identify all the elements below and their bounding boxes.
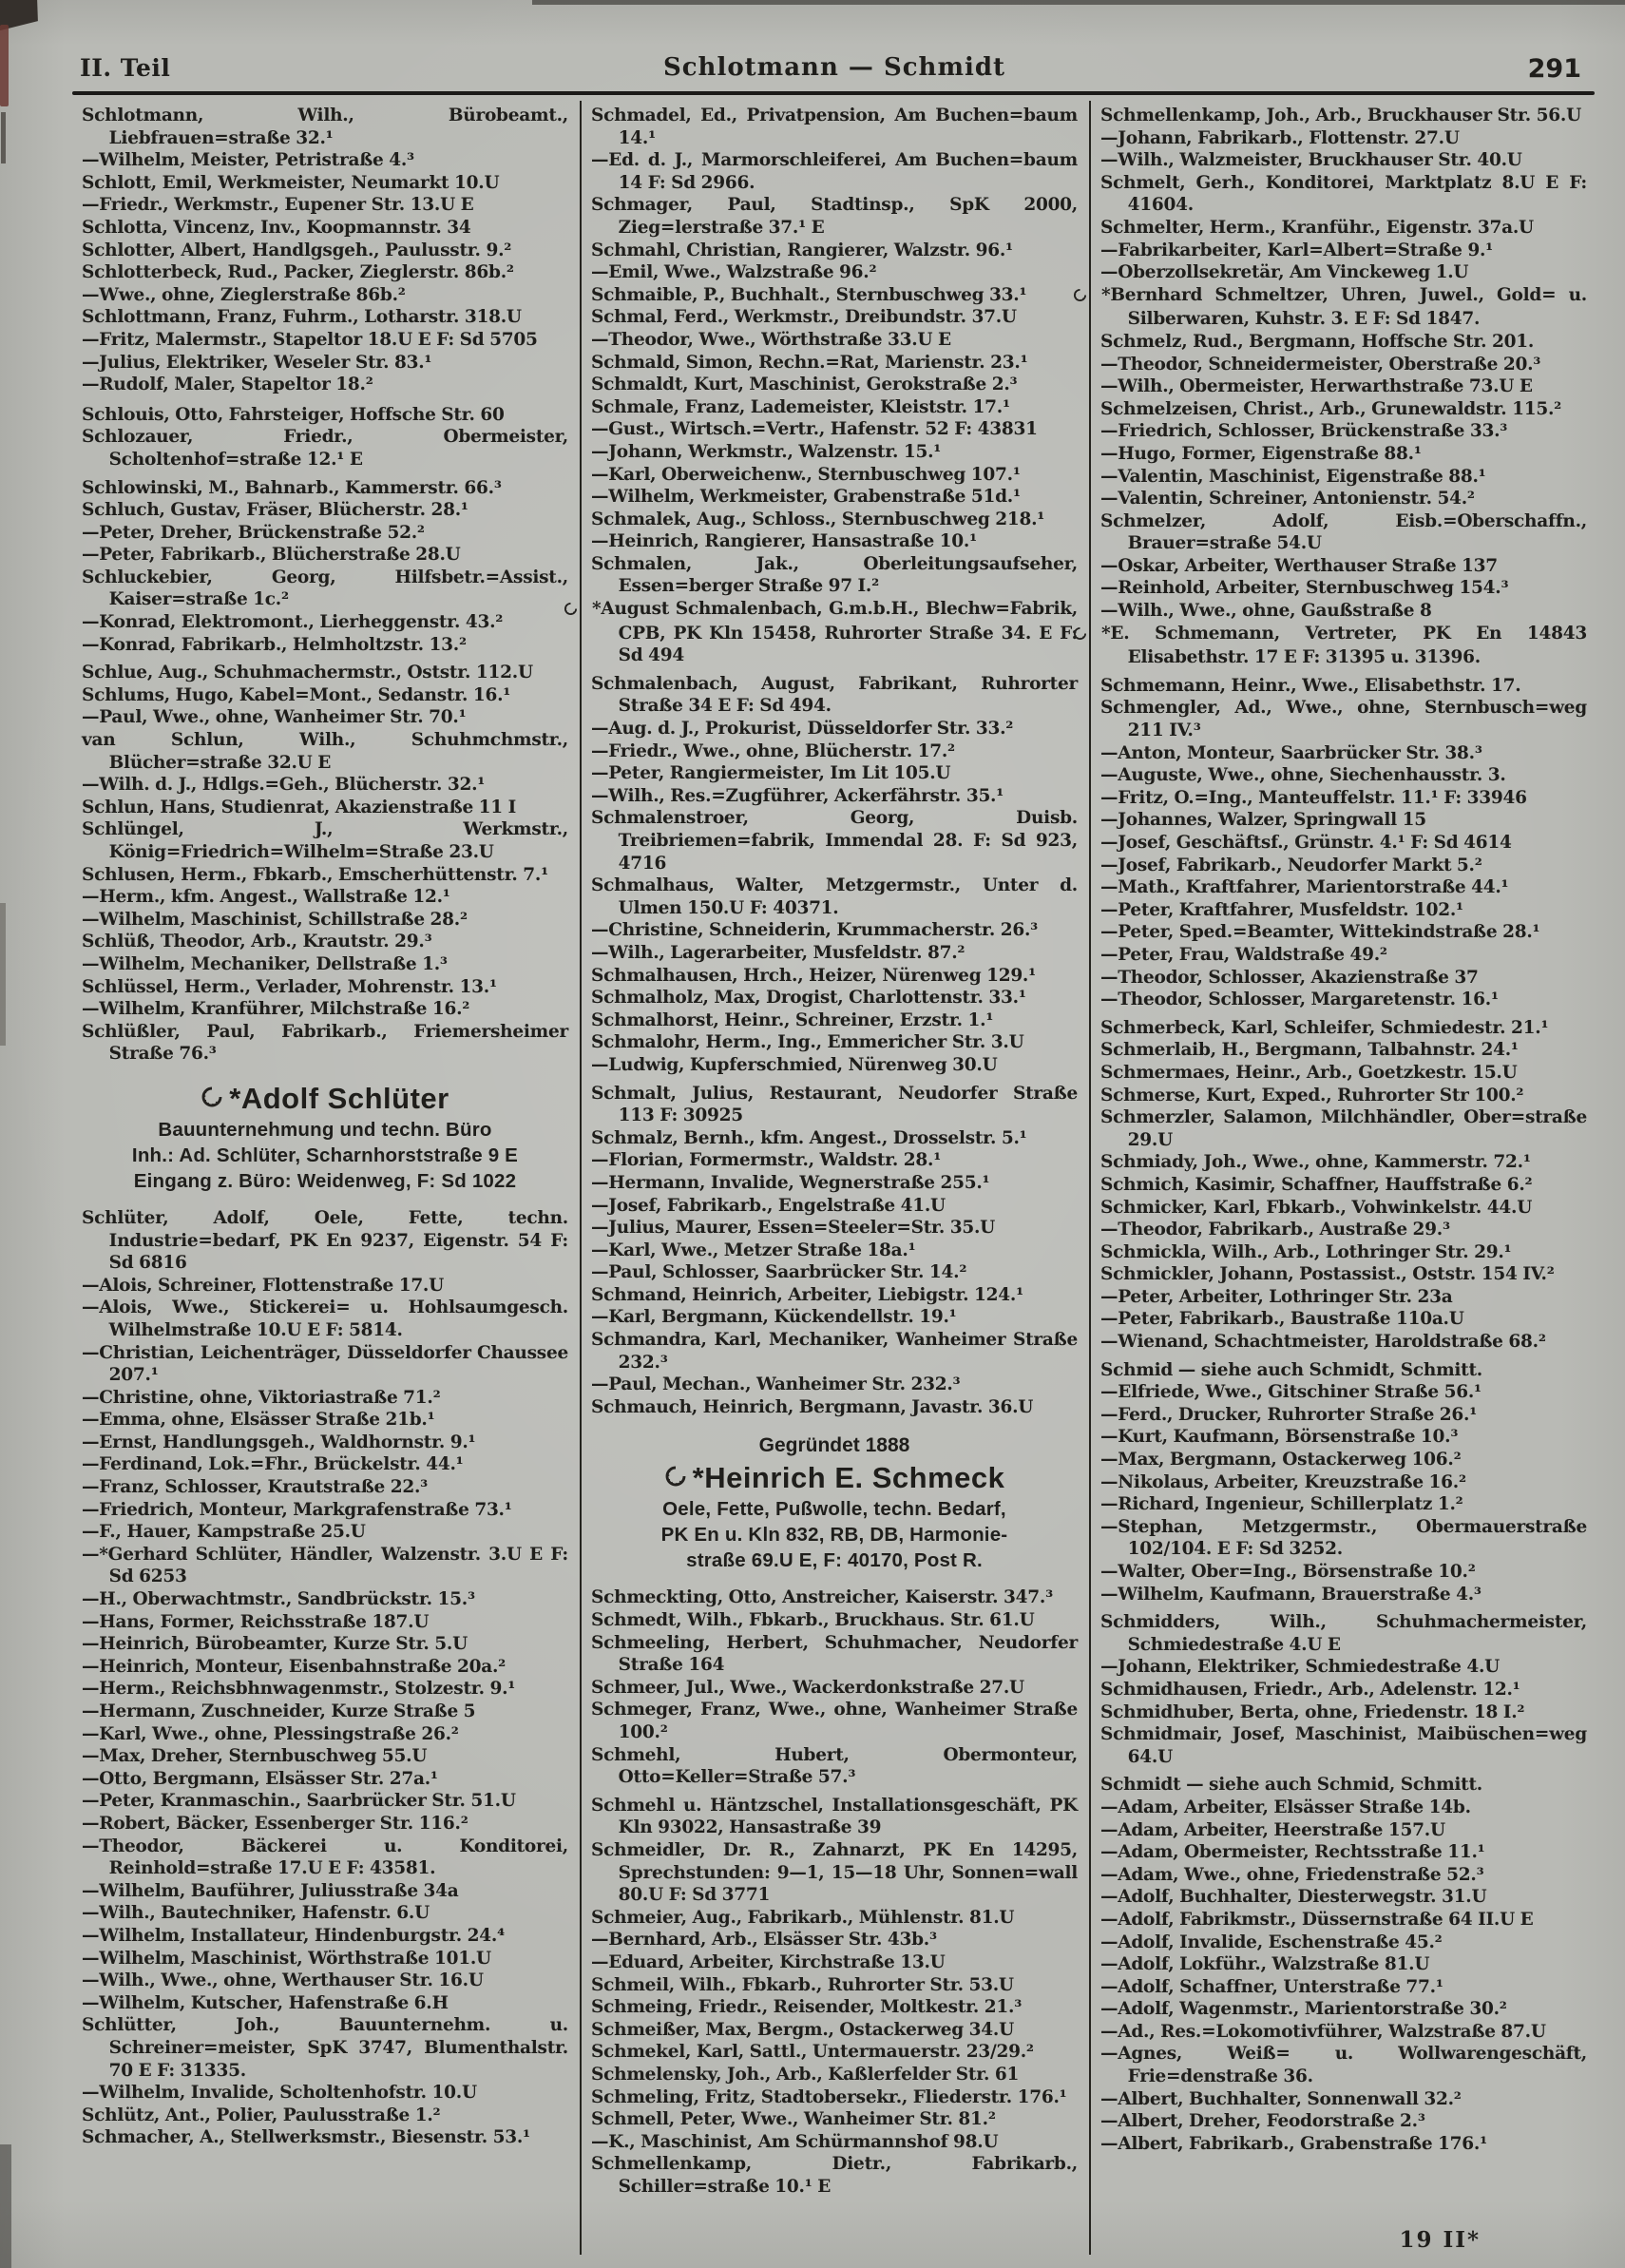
directory-entry: Schmadel, Ed., Privatpension, Am Buchen=baum 14.¹ — [591, 106, 1078, 148]
directory-entry: Schmelzeisen, Christ., Arb., Grunewaldstr. 115.² — [1100, 398, 1562, 419]
scan-artifact-streak — [1, 112, 6, 163]
directory-entry: —Valentin, Maschinist, Eigenstraße 88.¹ — [1100, 466, 1486, 487]
directory-entry: —Anton, Monteur, Saarbrücker Str. 38.³ — [1100, 742, 1482, 763]
directory-entry: —Wilhelm, Meister, Petristraße 4.³ — [82, 150, 414, 171]
directory-entry: —Heinrich, Monteur, Eisenbahnstraße 20a.² — [82, 1656, 506, 1677]
directory-entry: —Wilhelm, Installateur, Hindenburgstr. 24.⁴ — [82, 1925, 505, 1946]
directory-entry: Schlottmann, Franz, Fuhrm., Lotharstr. 318.U — [82, 307, 522, 328]
section-label: II. Teil — [80, 54, 171, 82]
directory-entry: —Adolf, Fabrikmstr., Düssernstraße 64 II.U E — [1100, 1909, 1534, 1930]
directory-entry: —Oberzollsekretär, Am Vinckeweg 1.U — [1100, 262, 1469, 283]
directory-entry: Schlums, Hugo, Kabel=Mont., Sedanstr. 16.¹ — [82, 684, 511, 705]
directory-entry: —Eduard, Arbeiter, Kirchstraße 13.U — [591, 1951, 946, 1972]
column-2 — [582, 101, 1091, 2255]
directory-entry: —Wilhelm, Kaufmann, Brauerstraße 4.³ — [1100, 1584, 1482, 1605]
directory-entry: Schmehl, Hubert, Obermonteur, Otto=Keller=Straße 57.³ — [591, 1744, 1078, 1788]
directory-entry: —Math., Kraftfahrer, Marientorstraße 44.¹ — [1100, 877, 1509, 898]
directory-entry: Schmald, Simon, Rechn.=Rat, Marienstr. 23.¹ — [591, 352, 1028, 373]
directory-entry: Schlowinski, M., Bahnarb., Kammerstr. 66.³ — [82, 477, 502, 498]
directory-entry: —Theodor, Fabrikarb., Austraße 29.³ — [1100, 1220, 1450, 1240]
directory-entry: —Hans, Former, Reichsstraße 187.U — [82, 1611, 430, 1632]
directory-entry: —Fritz, Malermstr., Stapeltor 18.U E F: Sd 5705 — [82, 329, 538, 350]
directory-entry: —Albert, Dreher, Feodorstraße 2.³ — [1100, 2111, 1425, 2132]
directory-entry: —Auguste, Wwe., ohne, Siechenhausstr. 3. — [1100, 765, 1506, 786]
directory-entry: Schlotta, Vincenz, Inv., Koopmannstr. 34 — [82, 217, 471, 238]
directory-entry: Schmeger, Franz, Wwe., ohne, Wanheimer Straße 100.² — [591, 1700, 1078, 1742]
directory-entry: Schmalen, Jak., Oberleitungsaufseher, Essen=berger Straße 97 I.² — [591, 553, 1078, 597]
directory-entry: —Wilh. d. J., Hdlgs.=Geh., Blücherstr. 32.¹ — [82, 775, 486, 796]
directory-entry: —Peter, Kraftfahrer, Musfeldstr. 102.¹ — [1100, 899, 1463, 920]
directory-entry: —H., Oberwachtmstr., Sandbrückstr. 15.³ — [82, 1589, 475, 1610]
directory-entry: Schmelter, Herm., Kranführ., Eigenstr. 37a.U — [1100, 217, 1534, 238]
directory-entry: Schmalz, Bernh., kfm. Angest., Drosselstr. 5.¹ — [591, 1127, 1027, 1148]
directory-entry: Schmelensky, Joh., Arb., Kaßlerfelder Str. 61 — [591, 2064, 1020, 2085]
directory-entry: —Florian, Formermstr., Waldstr. 28.¹ — [591, 1150, 942, 1171]
column-1 — [72, 101, 582, 2255]
directory-entry: —Karl, Wwe., Metzer Straße 18a.¹ — [591, 1240, 916, 1260]
directory-entry: Schmandra, Karl, Mechaniker, Wanheimer Straße 232.³ — [591, 1330, 1078, 1373]
directory-entry: —Wilhelm, Werkmeister, Grabenstraße 51d.¹ — [591, 487, 1021, 508]
directory-entry: —Wilhelm, Kranführer, Milchstraße 16.² — [82, 999, 470, 1020]
directory-entry: Schmickler, Johann, Postassist., Oststr. 154 IV.² — [1100, 1264, 1555, 1285]
page-header — [80, 44, 1589, 86]
directory-entry: —Wilh., Bautechniker, Hafenstr. 6.U — [82, 1903, 430, 1924]
directory-entry: Schmidders, Wilh., Schuhmachermeister, Schmiedestraße 4.U E — [1100, 1612, 1587, 1655]
directory-entry: Schmalenbach, August, Fabrikant, Ruhrorter Straße 34 E F: Sd 494. — [591, 673, 1078, 717]
ad-line: Bauunternehmung und techn. Büro — [158, 1118, 492, 1141]
directory-entry: Schmehl u. Häntzschel, Installationsgeschäft, PK Kln 93022, Hansastraße 39 — [591, 1795, 1078, 1838]
directory-entry: —Friedr., Wwe., ohne, Blücherstr. 17.² — [591, 740, 955, 761]
directory-entry: —Franz, Schlosser, Krautstraße 22.³ — [82, 1477, 429, 1498]
directory-entry: —Peter, Fabrikarb., Blücherstraße 28.U — [82, 545, 461, 566]
directory-entry: —Max, Bergmann, Ostackerweg 106.² — [1100, 1450, 1462, 1470]
ad-title-text: *Adolf Schlüter — [229, 1081, 449, 1115]
directory-entry: Schmalohr, Herm., Ing., Emmericher Str. 3.U — [591, 1032, 1024, 1053]
directory-entry: Schmacher, A., Stellwerksmstr., Biesenstr. 53.¹ — [82, 2127, 530, 2148]
directory-entry: Schlütz, Ant., Polier, Paulusstraße 1.² — [82, 2105, 441, 2125]
directory-entry: Schmal, Ferd., Werkmstr., Dreibundstr. 37.U — [591, 307, 1017, 328]
directory-entry: Schmengler, Ad., Wwe., ohne, Sternbusch=weg 211 IV.³ — [1100, 698, 1587, 741]
directory-entry: Schmeer, Jul., Wwe., Wackerdonkstraße 27.U — [591, 1677, 1024, 1698]
directory-entry: —Karl, Oberweichenw., Sternbuschweg 107.¹ — [591, 464, 1021, 485]
wreath-icon — [201, 1081, 223, 1117]
directory-entry: Schmidhausen, Friedr., Arb., Adelenstr. 12.¹ — [1100, 1679, 1520, 1700]
directory-entry: —Ed. d. J., Marmorschleiferei, Am Buchen=baum 14 F: Sd 2966. — [591, 150, 1078, 193]
directory-entry: Schmelz, Rud., Bergmann, Hoffsche Str. 201. — [1100, 331, 1535, 352]
directory-entry: Schmelzer, Adolf, Eisb.=Oberschaffn., Brauer=straße 54.U — [1100, 510, 1587, 554]
directory-entry: —Herm., Reichsbhnwagenmstr., Stolzestr. 9.¹ — [82, 1679, 516, 1700]
directory-entry: Schlüß, Theodor, Arb., Krautstr. 29.³ — [82, 932, 432, 952]
directory-entry: Schlue, Aug., Schuhmachermstr., Oststr. 112.U — [82, 663, 533, 683]
directory-entry: —Christine, Schneiderin, Krummacherstr. 26.³ — [591, 920, 1038, 941]
directory-entry: —*Gerhard Schlüter, Händler, Walzenstr. 3.U E F: Sd 6253 — [82, 1544, 568, 1587]
directory-entry: —Theodor, Schneidermeister, Oberstraße 20.³ — [1100, 354, 1541, 375]
directory-entry: —Josef, Geschäftsf., Grünstr. 4.¹ F: Sd 4614 — [1100, 833, 1512, 853]
directory-entry: *Bernhard Schmeltzer, Uhren, Juwel., Gold= u. Silberwaren, Kuhstr. 3. E F: Sd 1847. — [1100, 284, 1587, 331]
directory-entry: —Albert, Buchhalter, Sonnenwall 32.² — [1100, 2088, 1462, 2109]
directory-entry: —Wilh., Obermeister, Herwarthstraße 73.U E — [1100, 376, 1533, 397]
directory-entry: —Herm., kfm. Angest., Wallstraße 12.¹ — [82, 887, 450, 908]
ad-line: Eingang z. Büro: Weidenweg, F: Sd 1022 — [133, 1169, 517, 1192]
directory-entry: —Wilhelm, Bauführer, Juliusstraße 34a — [82, 1880, 459, 1901]
running-head: Schlotmann — Schmidt — [662, 53, 1006, 82]
directory-entry: —Oskar, Arbeiter, Werthauser Straße 137 — [1100, 555, 1498, 576]
directory-entry: —Christine, ohne, Viktoriastraße 71.² — [82, 1387, 441, 1408]
directory-entry: Schmeil, Wilh., Fbkarb., Ruhrorter Str. 53.U — [591, 1974, 1014, 1995]
directory-entry: Schmalhorst, Heinr., Schreiner, Erzstr. 1.¹ — [591, 1009, 994, 1030]
directory-entry: —Peter, Arbeiter, Lothringer Str. 23a — [1100, 1286, 1453, 1307]
directory-entry: —Peter, Fabrikarb., Baustraße 110a.U — [1100, 1309, 1464, 1330]
directory-entry: Schmellenkamp, Joh., Arb., Bruckhauser Str. 56.U — [1100, 106, 1581, 125]
directory-entry: —Elfriede, Wwe., Gitschiner Straße 56.¹ — [1100, 1382, 1482, 1403]
directory-entry: Schlüßler, Paul, Fabrikarb., Friemersheimer Straße 76.³ — [82, 1021, 568, 1065]
directory-entry: Schmermaes, Heinr., Arb., Goetzkestr. 15.U — [1100, 1062, 1518, 1083]
header-rule — [72, 91, 1595, 95]
directory-entry: —Peter, Rangiermeister, Im Lit 105.U — [591, 763, 951, 784]
directory-entry: —Ferdinand, Lok.=Fhr., Brückelstr. 44.¹ — [82, 1454, 464, 1475]
directory-entry: —Gust., Wirtsch.=Vertr., Hafenstr. 52 F: 43831 — [591, 419, 1038, 440]
directory-entry: —Wwe., ohne, Zieglerstraße 86b.² — [82, 284, 406, 305]
directory-entry: Schmid — siehe auch Schmidt, Schmitt. — [1100, 1359, 1482, 1380]
directory-entry: Schmerbeck, Karl, Schleifer, Schmiedestr. 21.¹ — [1100, 1017, 1549, 1038]
directory-entry: —Adolf, Lokführ., Walzstraße 81.U — [1100, 1954, 1430, 1975]
directory-entry: —K., Maschinist, Am Schürmannshof 98.U — [591, 2131, 999, 2152]
directory-entry: —Wilhelm, Invalide, Scholtenhofstr. 10.U — [82, 2083, 477, 2104]
directory-entry: van Schlun, Wilh., Schuhmchmstr., Blücher=straße 32.U E — [82, 730, 568, 773]
directory-entry: Schmale, Franz, Lademeister, Kleiststr. 17.¹ — [591, 396, 1010, 417]
directory-entry: Schlüter, Adolf, Oele, Fette, techn. Industrie=bedarf, PK En 9237, Eigenstr. 54 F: Sd 6816 — [82, 1207, 568, 1274]
directory-entry: —Wilhelm, Maschinist, Wörthstraße 101.U — [82, 1948, 491, 1969]
directory-entry: —Bernhard, Arb., Elsässer Str. 43b.³ — [591, 1930, 937, 1951]
directory-entry: —Wienand, Schachtmeister, Haroldstraße 68.² — [1100, 1332, 1546, 1353]
directory-entry: —Aug. d. J., Prokurist, Düsseldorfer Str. 33.² — [591, 719, 1014, 740]
directory-entry: —Fritz, O.=Ing., Manteuffelstr. 11.¹ F: 33946 — [1100, 787, 1527, 808]
directory-entry: Schmeing, Friedr., Reisender, Moltkestr. 21.³ — [591, 1997, 1023, 2018]
scan-artifact-corner — [0, 0, 38, 33]
directory-entry: Schmell, Peter, Wwe., Wanheimer Str. 81.² — [591, 2109, 996, 2130]
directory-entry: —Christian, Leichenträger, Düsseldorfer Chaussee 207.¹ — [82, 1342, 568, 1386]
directory-entry: Schmekel, Karl, Sattl., Untermauerstr. 23/29.² — [591, 2042, 1034, 2063]
directory-entry: —Nikolaus, Arbeiter, Kreuzstraße 16.² — [1100, 1471, 1466, 1492]
ad-title-text: *Heinrich E. Schmeck — [692, 1461, 1005, 1495]
directory-entry: —Ernst, Handlungsgeh., Waldhornstr. 9.¹ — [82, 1432, 476, 1452]
directory-entry: Schmaible, P., Buchhalt., Sternbuschweg 33.¹ — [591, 284, 1027, 305]
directory-entry: Schmalholz, Max, Drogist, Charlottenstr. 33.¹ — [591, 988, 1026, 1009]
advertisement — [82, 1081, 568, 1194]
directory-entry: Schmeidler, Dr. R., Zahnarzt, PK En 14295, Sprechstunden: 9—1, 15—18 Uhr, Sonnen=wall 80.U F: Sd 3771 — [591, 1839, 1078, 1906]
directory-entry: —Ludwig, Kupferschmied, Nürenweg 30.U — [591, 1054, 998, 1075]
directory-entry: —Alois, Wwe., Stickerei= u. Hohlsaumgesch. Wilhelmstraße 10.U E F: 5814. — [82, 1297, 568, 1340]
sheet-signature: 19 II* — [1399, 2227, 1481, 2253]
directory-entry: —Alois, Schreiner, Flottenstraße 17.U — [82, 1275, 445, 1296]
directory-entry: —Adolf, Schaffner, Unterstraße 77.¹ — [1100, 1976, 1443, 1997]
ad-title — [82, 1081, 568, 1117]
directory-entry: Schmeeling, Herbert, Schuhmacher, Neudorfer Straße 164 — [591, 1632, 1078, 1676]
directory-entry: —Otto, Bergmann, Elsässer Str. 27a.¹ — [82, 1768, 438, 1789]
directory-entry: Schmaldt, Kurt, Maschinist, Gerokstraße 2.³ — [591, 375, 1018, 395]
directory-entry: Schluch, Gustav, Fräser, Blücherstr. 28.¹ — [82, 500, 468, 521]
directory-entry: —Heinrich, Bürobeamter, Kurze Str. 5.U — [82, 1634, 468, 1655]
scan-artifact-top-edge — [532, 0, 1625, 5]
directory-columns — [72, 101, 1598, 2255]
directory-entry: —Theodor, Wwe., Wörthstraße 33.U E — [591, 329, 951, 350]
directory-entry: Schmerse, Kurt, Exped., Ruhrorter Str 100.² — [1100, 1085, 1524, 1105]
directory-entry: —Valentin, Schreiner, Antonienstr. 54.² — [1100, 489, 1475, 509]
directory-entry: —Friedr., Werkmstr., Eupener Str. 13.U E — [82, 195, 474, 216]
directory-entry: —Wilhelm, Mechaniker, Dellstraße 1.³ — [82, 953, 448, 974]
directory-entry: —Josef, Fabrikarb., Engelstraße 41.U — [591, 1195, 946, 1216]
directory-entry: —Johann, Elektriker, Schmiedestraße 4.U — [1100, 1657, 1501, 1678]
directory-entry: —Hugo, Former, Eigenstraße 88.¹ — [1100, 443, 1422, 464]
directory-entry: —Adam, Arbeiter, Heerstraße 157.U — [1100, 1819, 1445, 1840]
directory-entry: —Theodor, Bäckerei u. Konditorei, Reinhold=straße 17.U E F: 43581. — [82, 1836, 568, 1879]
directory-entry: Schlozauer, Friedr., Obermeister, Scholtenhof=straße 12.¹ E — [82, 427, 568, 470]
directory-entry: —Ferd., Drucker, Ruhrorter Straße 26.¹ — [1100, 1404, 1478, 1425]
directory-entry: Schmand, Heinrich, Arbeiter, Liebigstr. 124.¹ — [591, 1284, 1023, 1305]
directory-entry: *August Schmalenbach, G.m.b.H., Blechw=Fabrik, CPB, PK Kln 15458, Ruhrorter Straße 34. E F: Sd 494 — [591, 598, 1078, 667]
directory-entry: Schmeißer, Max, Bergm., Ostackerweg 34.U — [591, 2019, 1014, 2040]
directory-entry: —Peter, Frau, Waldstraße 49.² — [1100, 944, 1387, 965]
directory-entry: Schmidt — siehe auch Schmid, Schmitt. — [1100, 1775, 1482, 1796]
directory-entry: —Johann, Werkmstr., Walzenstr. 15.¹ — [591, 441, 942, 462]
directory-entry: Schlotter, Albert, Handlgsgeh., Paulusstr. 9.² — [82, 240, 512, 260]
directory-entry: —Adam, Obermeister, Rechtsstraße 11.¹ — [1100, 1842, 1485, 1863]
directory-entry: —Adam, Arbeiter, Elsässer Straße 14b. — [1100, 1797, 1471, 1817]
directory-entry: —Paul, Mechan., Wanheimer Str. 232.³ — [591, 1374, 961, 1395]
directory-entry: Schmauch, Heinrich, Bergmann, Javastr. 36.U — [591, 1396, 1034, 1417]
directory-entry: Schmelt, Gerh., Konditorei, Marktplatz 8.U E F: 41604. — [1100, 172, 1587, 216]
directory-entry: Schmedt, Wilh., Fbkarb., Bruckhaus. Str. 61.U — [591, 1610, 1035, 1631]
directory-entry: —Walter, Ober=Ing., Börsenstraße 10.² — [1100, 1562, 1476, 1582]
directory-entry: Schluckebier, Georg, Hilfsbetr.=Assist., Kaiser=straße 1c.² — [82, 567, 568, 610]
directory-entry: —Heinrich, Rangierer, Hansastraße 10.¹ — [591, 531, 977, 552]
directory-entry: Schmerzler, Salamon, Milchhändler, Ober=straße 29.U — [1100, 1107, 1587, 1150]
directory-entry: —Emma, ohne, Elsässer Straße 21b.¹ — [82, 1410, 435, 1431]
directory-entry: Schlüssel, Herm., Verlader, Mohrenstr. 13.¹ — [82, 976, 497, 997]
directory-entry: —Wilhelm, Kutscher, Hafenstraße 6.H — [82, 1992, 449, 2013]
directory-entry: *E. Schmemann, Vertreter, PK En 14843 Elisabethstr. 17 E F: 31395 u. 31396. — [1100, 623, 1587, 669]
directory-entry: —Reinhold, Arbeiter, Sternbuschweg 154.³ — [1100, 578, 1509, 599]
scan-artifact-red-streak — [0, 25, 9, 106]
directory-entry: —Karl, Bergmann, Kückendellstr. 19.¹ — [591, 1307, 957, 1328]
directory-entry: Schlun, Hans, Studienrat, Akazienstraße 11 I — [82, 797, 517, 817]
directory-entry: Schlüngel, J., Werkmstr., König=Friedrich=Wilhelm=Straße 23.U — [82, 819, 568, 862]
ad-line: PK En u. Kln 832, RB, DB, Harmonie- — [660, 1524, 1008, 1547]
directory-entry: Schmerlaib, H., Bergmann, Talbahnstr. 24.¹ — [1100, 1040, 1519, 1061]
directory-entry: Schmalek, Aug., Schloss., Sternbuschweg 218.¹ — [591, 509, 1045, 529]
directory-entry: Schmeier, Aug., Fabrikarb., Mühlenstr. 81.U — [591, 1907, 1015, 1928]
directory-entry: —Emil, Wwe., Walzstraße 96.² — [591, 262, 877, 283]
directory-entry: Schmalenstroer, Georg, Duisb. Treibriemen=fabrik, Immendal 28. F: Sd 923, 4716 — [591, 808, 1078, 874]
scan-artifact-streak — [0, 903, 6, 1046]
directory-entry: Schmemann, Heinr., Wwe., Elisabethstr. 17. — [1100, 675, 1521, 696]
directory-entry: —Friedrich, Schlosser, Brückenstraße 33.³ — [1100, 421, 1508, 442]
directory-entry: —Konrad, Elektromont., Lierheggenstr. 43.² — [82, 612, 504, 633]
directory-entry: —Paul, Schlosser, Saarbrücker Str. 14.² — [591, 1262, 967, 1283]
directory-entry: —Hermann, Invalide, Wegnerstraße 255.¹ — [591, 1172, 990, 1193]
directory-entry: Schlusen, Herm., Fbkarb., Emscherhüttenstr. 7.¹ — [82, 864, 548, 885]
column-3 — [1091, 101, 1598, 2255]
page-number: 291 — [1527, 54, 1581, 84]
directory-entry: Schmeling, Fritz, Stadtobersekr., Fliederstr. 176.¹ — [591, 2086, 1067, 2107]
directory-entry: —Wilh., Wwe., ohne, Gaußstraße 8 — [1100, 601, 1432, 622]
directory-entry: Schmellenkamp, Dietr., Fabrikarb., Schiller=straße 10.¹ E — [591, 2154, 1078, 2197]
directory-entry: —Ad., Res.=Lokomotivführer, Walzstraße 87.U — [1100, 2021, 1546, 2042]
directory-entry: Schmager, Paul, Stadtinsp., SpK 2000, Zieg=lerstraße 37.¹ E — [591, 195, 1078, 238]
directory-entry: Schmalhausen, Hrch., Heizer, Nürenweg 129.¹ — [591, 965, 1036, 986]
directory-entry: —Josef, Fabrikarb., Neudorfer Markt 5.² — [1100, 855, 1482, 875]
directory-entry: Schlouis, Otto, Fahrsteiger, Hoffsche Str. 60 — [82, 404, 505, 425]
ad-line: Inh.: Ad. Schlüter, Scharnhorststraße 9 E — [131, 1144, 519, 1166]
directory-entry: Schlott, Emil, Werkmeister, Neumarkt 10.U — [82, 172, 500, 193]
directory-entry: —Adolf, Invalide, Eschenstraße 45.² — [1100, 1932, 1443, 1952]
directory-entry: —Paul, Wwe., ohne, Wanheimer Str. 70.¹ — [82, 707, 467, 728]
directory-entry: —Wilh., Wwe., ohne, Werthauser Str. 16.U — [82, 1970, 484, 1991]
directory-entry: —Rudolf, Maler, Stapeltor 18.² — [82, 375, 373, 395]
directory-entry: Schmich, Kasimir, Schaffner, Hauffstraße 6.² — [1100, 1174, 1533, 1195]
directory-entry: Schmickla, Wilh., Arb., Lothringer Str. 29.¹ — [1100, 1241, 1512, 1262]
directory-entry: —Theodor, Schlosser, Akazienstraße 37 — [1100, 967, 1479, 988]
ad-founded-line: Gegründet 1888 — [758, 1434, 910, 1457]
directory-entry: —Peter, Dreher, Brückenstraße 52.² — [82, 522, 425, 543]
directory-entry: —Karl, Wwe., ohne, Plessingstraße 26.² — [82, 1723, 459, 1744]
directory-entry: Schmahl, Christian, Rangierer, Walzstr. 96.¹ — [591, 240, 1013, 260]
directory-entry: Schmidhuber, Berta, ohne, Friedenstr. 18 I.² — [1100, 1701, 1525, 1722]
column-gap — [82, 396, 568, 404]
directory-entry: —Adolf, Wagenmstr., Marientorstraße 30.² — [1100, 1999, 1507, 2020]
directory-entry: Schlotmann, Wilh., Bürobeamt., Liebfrauen=straße 32.¹ — [82, 106, 568, 148]
ad-title — [591, 1460, 1078, 1496]
directory-entry: Schlotterbeck, Rud., Packer, Zieglerstr. 86b.² — [82, 262, 514, 283]
directory-entry: —Agnes, Weiß= u. Wollwarengeschäft, Frie=denstraße 36. — [1100, 2044, 1587, 2087]
directory-entry: Schmalhaus, Walter, Metzgermstr., Unter d. Ulmen 150.U F: 40371. — [591, 875, 1078, 918]
directory-entry: —Robert, Bäcker, Essenberger Str. 116.² — [82, 1813, 468, 1834]
ad-line: straße 69.U E, F: 40170, Post R. — [686, 1549, 983, 1572]
directory-entry: Schmidmair, Josef, Maschinist, Maibüschen=weg 64.U — [1100, 1724, 1587, 1767]
directory-entry: —Julius, Elektriker, Weseler Str. 83.¹ — [82, 352, 432, 373]
directory-entry: Schmalt, Julius, Restaurant, Neudorfer Straße 113 F: 30925 — [591, 1083, 1078, 1126]
directory-entry: Schlütter, Joh., Bauunternehm. u. Schreiner=meister, SpK 3747, Blumenthalstr. 70 E F: 31335. — [82, 2015, 568, 2081]
directory-entry: —Johannes, Walzer, Springwall 15 — [1100, 810, 1426, 831]
directory-entry: —Wilh., Lagerarbeiter, Musfeldstr. 87.² — [591, 942, 965, 963]
directory-entry: —Kurt, Kaufmann, Börsenstraße 10.³ — [1100, 1427, 1459, 1448]
directory-entry: —Wilh., Res.=Zugführer, Ackerfährstr. 35.¹ — [591, 785, 1004, 806]
directory-entry: Schmiady, Joh., Wwe., ohne, Kammerstr. 72.¹ — [1100, 1152, 1531, 1173]
directory-entry: —Peter, Kranmaschin., Saarbrücker Str. 51.U — [82, 1791, 516, 1812]
directory-entry: —F., Hauer, Kampstraße 25.U — [82, 1522, 366, 1543]
scan-artifact-bottom — [0, 2144, 11, 2268]
directory-entry: —Konrad, Fabrikarb., Helmholtzstr. 13.² — [82, 634, 467, 655]
directory-entry: —Hermann, Zuschneider, Kurze Straße 5 — [82, 1701, 476, 1721]
directory-entry: —Wilh., Walzmeister, Bruckhauser Str. 40.U — [1100, 150, 1522, 171]
directory-entry: —Peter, Sped.=Beamter, Wittekindstraße 28.¹ — [1100, 922, 1540, 943]
ad-line: Oele, Fette, Pußwolle, techn. Bedarf, — [662, 1498, 1006, 1521]
directory-entry: —Fabrikarbeiter, Karl=Albert=Straße 9.¹ — [1100, 240, 1493, 260]
directory-entry: —Albert, Fabrikarb., Grabenstraße 176.¹ — [1100, 2133, 1487, 2154]
directory-entry: —Adolf, Buchhalter, Diesterwegstr. 31.U — [1100, 1887, 1487, 1908]
directory-entry: —Adam, Wwe., ohne, Friedenstraße 52.³ — [1100, 1864, 1484, 1885]
directory-entry: —Stephan, Metzgermstr., Obermauerstraße 102/104. E F: Sd 3252. — [1100, 1516, 1587, 1560]
directory-entry: —Wilhelm, Maschinist, Schillstraße 28.² — [82, 909, 468, 930]
directory-entry: —Richard, Ingenieur, Schillerplatz 1.² — [1100, 1494, 1463, 1515]
directory-entry: —Max, Dreher, Sternbuschweg 55.U — [82, 1746, 428, 1767]
directory-entry: —Johann, Fabrikarb., Flottenstr. 27.U — [1100, 127, 1460, 148]
wreath-icon — [664, 1460, 687, 1496]
directory-entry: —Friedrich, Monteur, Markgrafenstraße 73.¹ — [82, 1499, 512, 1520]
advertisement — [591, 1433, 1078, 1573]
directory-entry: Schmicker, Karl, Fbkarb., Vohwinkelstr. 44.U — [1100, 1197, 1533, 1218]
directory-entry: —Julius, Maurer, Essen=Steeler=Str. 35.U — [591, 1218, 996, 1239]
directory-entry: —Theodor, Schlosser, Margaretenstr. 16.¹ — [1100, 990, 1499, 1010]
directory-entry: Schmeckting, Otto, Anstreicher, Kaiserstr. 347.³ — [591, 1587, 1053, 1608]
